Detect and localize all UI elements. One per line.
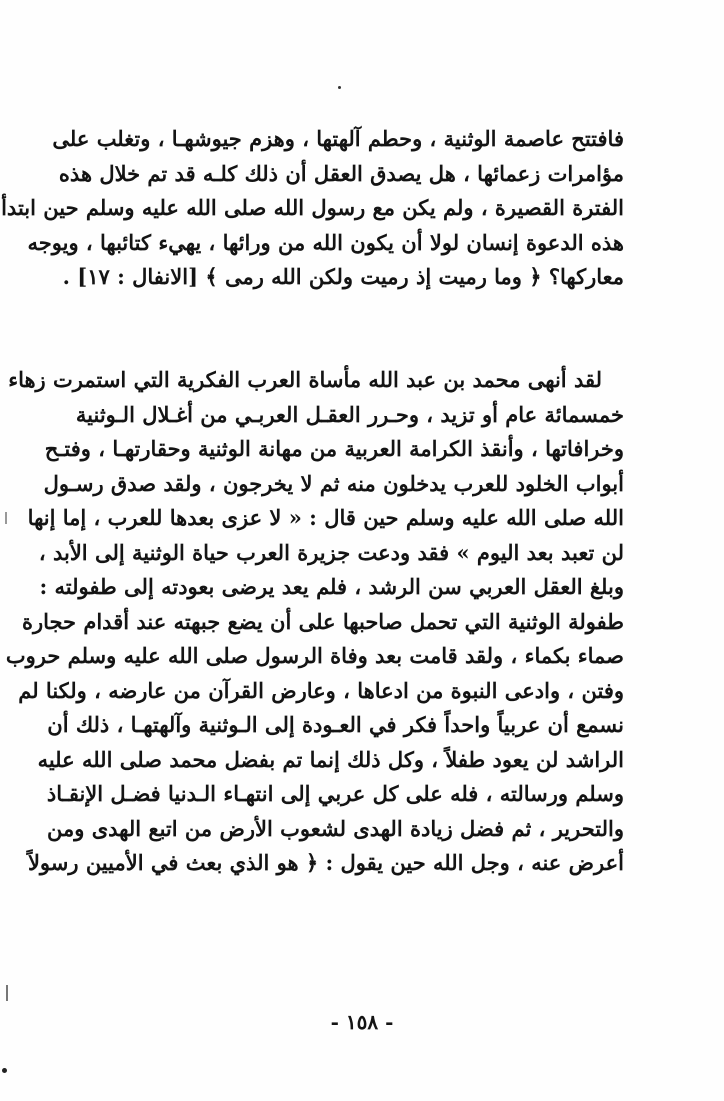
text-line: لن تعبد بعد اليوم » فقد ودعت جزيرة العرب حياة الوثنية إلى الأبد ، xyxy=(38,539,624,565)
text-line: وفتن ، وادعى النبوة من ادعاها ، وعارض القرآن من عارضه ، ولكنا لم xyxy=(18,677,624,703)
text-line: صماء بكماء ، ولقد قامت بعد وفاة الرسول صلى الله عليه وسلم حروب xyxy=(5,643,624,668)
paragraph-1 xyxy=(1,122,624,295)
text-line: لقد أنهى محمد بن عبد الله مأساة العرب الفكرية التي استمرت زهاء xyxy=(8,367,602,392)
text-line: نسمع أن عربياً واحداً فكر في العـودة إلى الـوثنية وآلهتهـا ، ذلك أن xyxy=(47,712,624,737)
text-line: الراشد لن يعود طفلاً ، وكل ذلك إنما تم بفضل محمد صلى الله عليه xyxy=(37,746,624,772)
text-line: فافتتح عاصمة الوثنية ، وحطم آلهتها ، وهزم جيوشهـا ، وتغلب على xyxy=(52,126,624,151)
page-number: - ١٥٨ - xyxy=(330,1010,394,1034)
text-line: طفولة الوثنية التي تحمل صاحبها على أن يضع جبهته عند أقدام حجارة xyxy=(21,608,624,634)
text-line: أبواب الخلود للعرب يدخلون منه ثم لا يخرجون ، ولقد صدق رسـول xyxy=(43,470,624,496)
text-line: الله صلى الله عليه وسلم حين قال : « لا عزى بعدها للعرب ، إما إنها xyxy=(27,505,624,530)
top-dot-mark xyxy=(338,86,341,89)
scan-edge-mark xyxy=(5,512,7,524)
text-line: أعرض عنه ، وجل الله حين يقول : ﴿ هو الذي بعث في الأميين رسولاً xyxy=(27,850,624,875)
scan-edge-mark xyxy=(6,985,8,1001)
text-line: وسلم ورسالته ، فله على كل عربي إلى انتهـاء الـدنيا فضـل الإنقـاذ xyxy=(46,781,624,806)
text-line: معاركها؟ ﴿ وما رميت إذ رميت ولكن الله رمى ﴾ [الانفال : ١٧] . xyxy=(62,264,624,289)
text-line: وبلغ العقل العربي سن الرشد ، فلم يعد يرضى بعودته إلى طفولته : xyxy=(39,574,624,599)
scan-edge-mark xyxy=(2,1068,7,1073)
text-line: وخرافاتها ، وأنقذ الكرامة العربية من مهانة الوثنية وحقارتهـا ، وفتـح xyxy=(44,436,624,461)
paragraph-2 xyxy=(5,363,624,881)
text-line: هذه الدعوة إنسان لولا أن يكون الله من ورائها ، يهيء كتائبها ، ويوجه xyxy=(27,229,624,255)
text-line: الفترة القصيرة ، ولم يكن مع رسول الله صلى الله عليه وسلم حين ابتدأ xyxy=(1,195,624,220)
text-line: والتحرير ، ثم فضل زيادة الهدى لشعوب الأرض من اتبع الهدى ومن xyxy=(47,815,624,841)
text-line: خمسمائة عام أو تزيد ، وحـرر العقـل العربـي من أغـلال الـوثنية xyxy=(75,401,624,427)
text-line: مؤامرات زعمائها ، هل يصدق العقل أن ذلك كلـه قد تم خلال هذه xyxy=(58,160,624,186)
